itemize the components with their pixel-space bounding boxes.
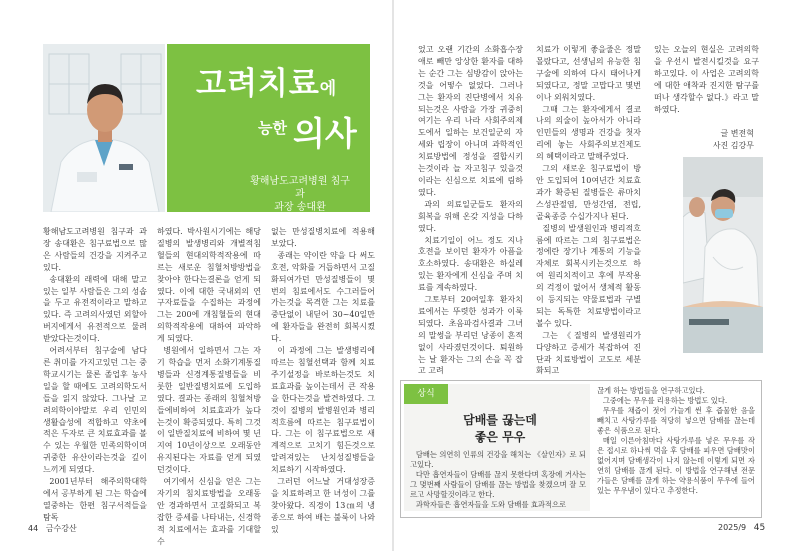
article-column-2: 하였다. 박사원시기에는 해당질병의 발생병리와 개별적침혈들의 현대의학적작용에 따르는 새로운 침혈처방방법을 찾아야 한다는결론을 얻게 되였다. 이에 대한 국내외의 연구자료들을 수집하는 과정에 그는 200에 개침혈들의 현대의학적작용에 대하여 파악하게 되였다. 병원에서 일하면서 그는 자기 학습을 먼저 소화기계통질병들과 신경계통질병들을 비롯한 일반질병치료에 도입하였다. 결과는 종래의 침혈처방들에비하여 치료효과가 높다는것이 확증되였다. 특히 그것이 일반질치료에 비하여 몇 년 지여 10년이상으로 오래동안 유지된다는 자료를 얻게 되였던것이다. 여기에서 신심을 얻은 그는 자기의 침치료방법을 오래동안 경과하면서 고질화되고 복잡한 증세를 나타내는, 신경학적 치료에서는 효과를 기대할수 <box>157 227 261 546</box>
article-column-4: 었고 오랜 기간의 소화흡수장애로 빼만 앙상한 환자를 대하는 순간 그는 심방감이 앉아는것을 어떻수 없었다. 그러나 그는 환자의 진단병에서 치유되는것은 사람을 가장 귀중히 여기는 우리 나라 사회주의제도에서 일하는 보건일군의 자세와 립장이 아니며 과학적인 치료방법에 정성을 결합시키는것이라 늘 자고침구 있을것이라는 신심으로 치료에 림하였다. 과의 의료일군들도 환자의 회복을 위해 온갖 지성을 다하였다. 치료기일이 어느 정도 지나 호전을 보이던 환자가 아픔을 호소하였다. 송대환은 하실레있는 환자에게 신심을 주며 치료를 계속하였다. 그토부터 20여일후 환자치료에서는 뚜렷한 성과가 이룩되였다. 초음파검사결과 그녀의 말썽을 부리던 낭종이 흔적없이 사라졌던것이다. 퇴원하는 날 환자는 그의 손을 꼭 잡고 고려 <box>418 45 523 376</box>
article-column-3: 없는 만성질병치료에 적용해보았다. 종래는 약이란 약을 다 써도 호전, 악화를 거듭하면서 고질화되여가던 만성질병들이 몇번의 침료에서도 수그러들어가는것을 목격한 그는 치료를 중단없이 내딛어 30~40일만에 환자들을 완전히 회복시켰다. 이 과정에 그는 발생병리에 따르는 침혈선택과 함께 치료주기설정을 바로하는것도 치료효과를 높이는데서 큰 작용을 한다는것을 발견하였다. 그것이 질병의 발병원인과 병리적흐름에 따르는 침구료법이다. 그는 이 침구료법으로 새계적으로 고치기 힘든것으로 알려져있는 난치성질병들을 치료하기 시작하였다. 그러던 어느날 거대성장증을 치료하려고 한 녀성이 그를 찾아왔다. 직경이 13㎝의 냉종으로 하여 배는 불룩이 나와있 <box>271 227 375 534</box>
treatment-photo <box>683 157 763 353</box>
left-footer: 44 금수강산 <box>28 524 77 533</box>
left-page <box>0 0 393 551</box>
doctor-portrait-photo <box>43 44 165 212</box>
right-footer: 2025/9 45 <box>718 523 766 533</box>
article-column-1: 황해남도고려병원 침구과 과장 송대환은 침구료법으로 많은 사람들의 건강을 지켜주고있다. 송대환의 래력에 대해 말고있는 일부 사람들은 그의 성솝을 두고 유전적이라고 말하고있다. 즉 고려의사였던 외할아버지에게서 유전적으로 물려받았다는것이다. 어려서부터 침구술에 남다른 취미를 가지고있던 그는 중학교시기는 물론 졸업후 농사일을 할 때에도 고려의학도서들을 읽지 않았다. 그나날 고려의학이야말로 우리 인민의 생활습성에 적합하고 약초에 적은 두자로 큰 치료효과를 볼수 있는 우월한 민족의학이며 귀중한 유산이라는것을 깊이 느끼게 되였다. 2001년부터 해주의학대학에서 공부하게 된 그는 학습에 열중하는 한편 침구서적들을 탐독 <box>43 227 147 522</box>
sidebar-label: 상식 <box>404 384 448 404</box>
article-credit: 글 변전혁 사진 김강무 <box>712 129 754 150</box>
sidebar-title: 담배를 끊는데 좋은 무우 <box>463 413 537 444</box>
sidebar-right-text: 끊게 하는 방법들을 연구하고있다. 그중에는 무우를 리용하는 방법도 있다. 무우를 채즙이 젓어 가늘게 썬 후 즙물한 음을 빼치고 사탕가루를 적당히 넣으면 담배를 끊는데 좋은 식품으로 된다. 매일 이른아침마다 사탕가루를 넣은 무우를 작은 접시로 하나씩 먹을 후 담배를 피우면 담배맛이 없어지며 담배생각이 나지 않는데 이렇게 되면 자연히 담배를 끊게 된다. 이 방법을 연구해낸 전문가들은 담배를 끊게 하는 약용식품이 무우에 들어있는 무우냄이 있다고 추정한다. <box>597 386 755 495</box>
article-column-5: 치료가 이렇게 좋을줄은 정말 몰랐다고, 선생님의 유능한 침구술에 의하여 다시 태어나게 되였다고, 정말 고맙다고 몇번이나 외워치였다. 그때 그는 환자에게서 결코 나의 의술이 높아서가 아니라 인민들의 생명과 건강을 첫자리에 놓는 사회주의보건제도의 혜택이라고 말해주었다. 그의 새로운 침구료법이 방안 도입되여 10여년간 치료효과가 확증된 질병들은 류마치스성관절염, 만성간염, 전립, 골육종증 수십가지나 된다. 질병의 발생원인과 병리적흐름에 따르는 그의 침구료법은 정에란 장기나 계통의 기능을 자체로 회복시키는것으로 하여 원리치적이고 후에 부작용의 걱정이 없어서 생체적 활동이 등지되는 약물료법과 구별되는 독특한 치료방법이라고 볼수 있다. 그는 《질병의 발생원리가 다양하고 증세가 복잡하여 진단과 치료방법이 고도로 세분화되고 <box>536 45 641 376</box>
article-title-line2: $^{능한}$ 의사 <box>258 114 357 153</box>
sidebar-left-text: 담배는 의연히 인류의 건강을 해치는 《살인자》로 되고있다. 다만 흡연자들이 담배를 끊지 못한다며 혹장에 거사는 그 몇번째 사람들이 담배를 끊는 방법을 찾겠으며 잘 모르고 사망할것이라고 한다. 과학자들은 흡연자들을 도와 담배를 효과적으로 <box>410 450 586 509</box>
article-column-6: 있는 오늘의 현실은 고려의학을 우선시 발전시킬것을 요구하고있다. 이 사업은 고려의학에 대한 애착과 진지한 탐구를 떠나 생각할수 없다.》라고 말하였다. <box>654 45 759 114</box>
article-title-line1: 고려치료에 <box>196 66 338 102</box>
article-subtitle: 황해남도고려병원 침구과 과장 송대환 <box>250 176 350 213</box>
